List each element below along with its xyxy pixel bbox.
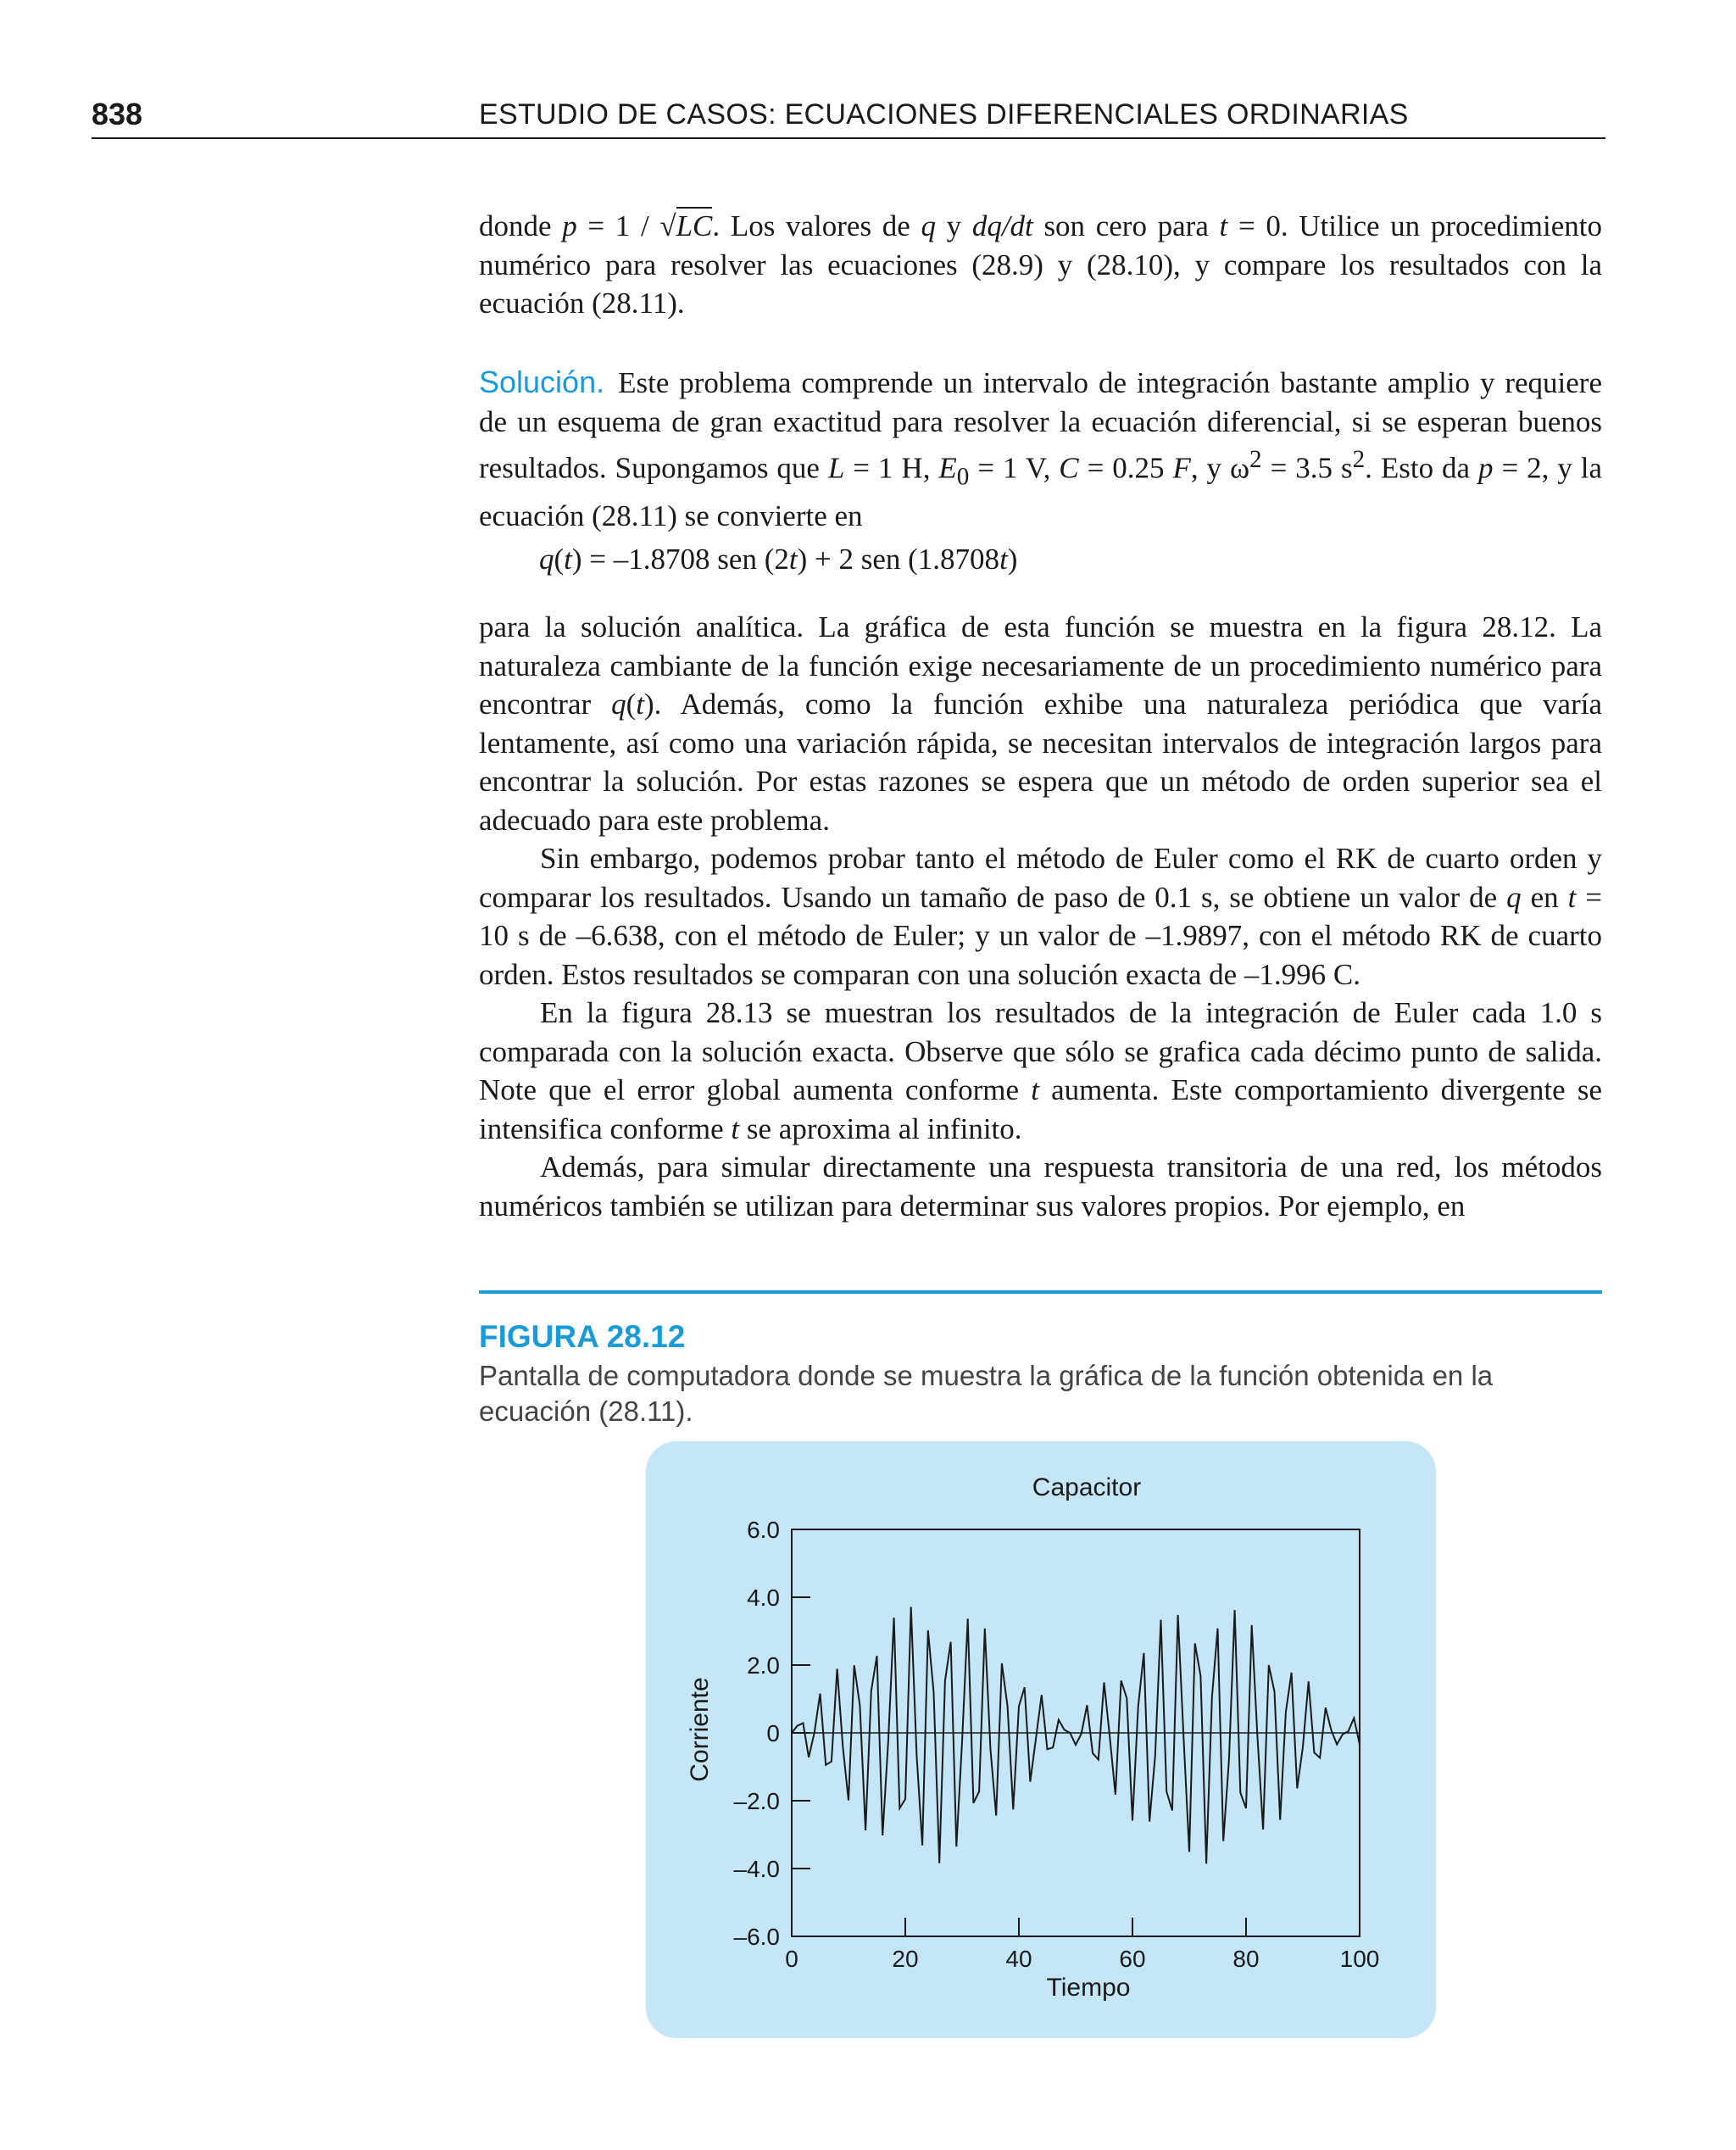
running-title: ESTUDIO DE CASOS: ECUACIONES DIFERENCIALES ORDINARIAS [479, 98, 1409, 131]
x-tick-label: 0 [785, 1946, 798, 1972]
header-rule [92, 137, 1605, 139]
y-tick-label: 0 [766, 1720, 780, 1746]
y-tick-label: 4.0 [747, 1585, 780, 1611]
equation-28-11: q(t) = –1.8708 sen (2t) + 2 sen (1.8708t) [539, 543, 1018, 576]
x-axis-label: Tiempo [1046, 1974, 1131, 2002]
capacitor-series-line [792, 1607, 1360, 1863]
x-tick-label: 60 [1119, 1946, 1146, 1972]
x-tick-label: 20 [892, 1946, 919, 1972]
figure-caption: Pantalla de computadora donde se muestra la gráfica de la función obtenida en la ecuación (28.11). [479, 1360, 1494, 1427]
figure-rule [479, 1290, 1602, 1294]
figure-label: FIGURA 28.12 [479, 1319, 686, 1354]
paragraph-figure-ref: En la figura 28.13 se muestran los resultados de la integración de Euler cada 1.0 s comparada con la solución exacta. Observe que sólo se grafica cada décimo punto de salida. Note que el error global aumenta conforme t aumenta. Este comportamiento divergente se intensifica conforme t se aproxima al infinito. [479, 996, 1603, 1145]
y-tick-label: 2.0 [747, 1652, 780, 1679]
page-number: 838 [92, 97, 143, 131]
solution-label: Solución. [479, 365, 605, 399]
solution-paragraph: Solución. Este problema comprende un intervalo de integración bastante amplio y requiere de un esquema de gran exactitud para resolver la ecuación diferencial, si se esperan buenos resultados. Supongamos que L = 1 H, $E_0 = 1$ V, C = 0.25 F, y $\omega^2 = 3.5$ $s^2$. Esto da p = 2, y la ecuación (28.11) se convierte en [479, 365, 1603, 533]
x-tick-label: 40 [1005, 1946, 1032, 1972]
y-tick-label: –4.0 [733, 1856, 780, 1882]
paragraph-euler-rk: Sin embargo, podemos probar tanto el método de Euler como el RK de cuarto orden y comparar los resultados. Usando un tamaño de paso de 0.1 s, se obtiene un valor de q en t = 10 s de –6.638, con el método de Euler; y un valor de –1.9897, con el método RK de cuarto orden. Estos resultados se comparan con una solución exacta de –1.996 C. [479, 842, 1602, 991]
paragraph-analytic: para la solución analítica. La gráfica de esta función se muestra en la figura 28.12. La naturaleza cambiante de la función exige necesariamente de un procedimiento numérico para encontrar q(t). Además, como la función exhibe una naturaleza periódica que varía lentamente, así como una variación rápida, se necesitan intervalos de integración largos para encontrar la solución. Por estas razones se espera que un método de orden superior sea el adecuado para este problema. [479, 610, 1602, 837]
paragraph-eigenvalues: Además, para simular directamente una respuesta transitoria de una red, los métodos numéricos también se utilizan para determinar sus valores propios. Por ejemplo, en [479, 1150, 1602, 1223]
y-tick-label: –6.0 [733, 1924, 780, 1950]
chart-title: Capacitor [1032, 1473, 1142, 1501]
y-tick-label: 6.0 [747, 1517, 780, 1543]
computer-screen-panel [646, 1441, 1436, 2038]
intro-paragraph: donde p = 1 / √LC. Los valores de q y dq/dt son cero para t = 0. Utilice un procedimiento numérico para resolver las ecuaciones (28.9) y (28.10), y compare los resultados con la ecuación (28.11). [479, 207, 1602, 323]
y-axis-label: Corriente [686, 1677, 714, 1782]
x-tick-label: 80 [1232, 1946, 1260, 1972]
x-tick-label: 100 [1339, 1946, 1380, 1972]
y-tick-label: –2.0 [733, 1788, 780, 1814]
main-body-text [479, 608, 1602, 1225]
capacitor-chart [646, 1441, 1436, 2038]
